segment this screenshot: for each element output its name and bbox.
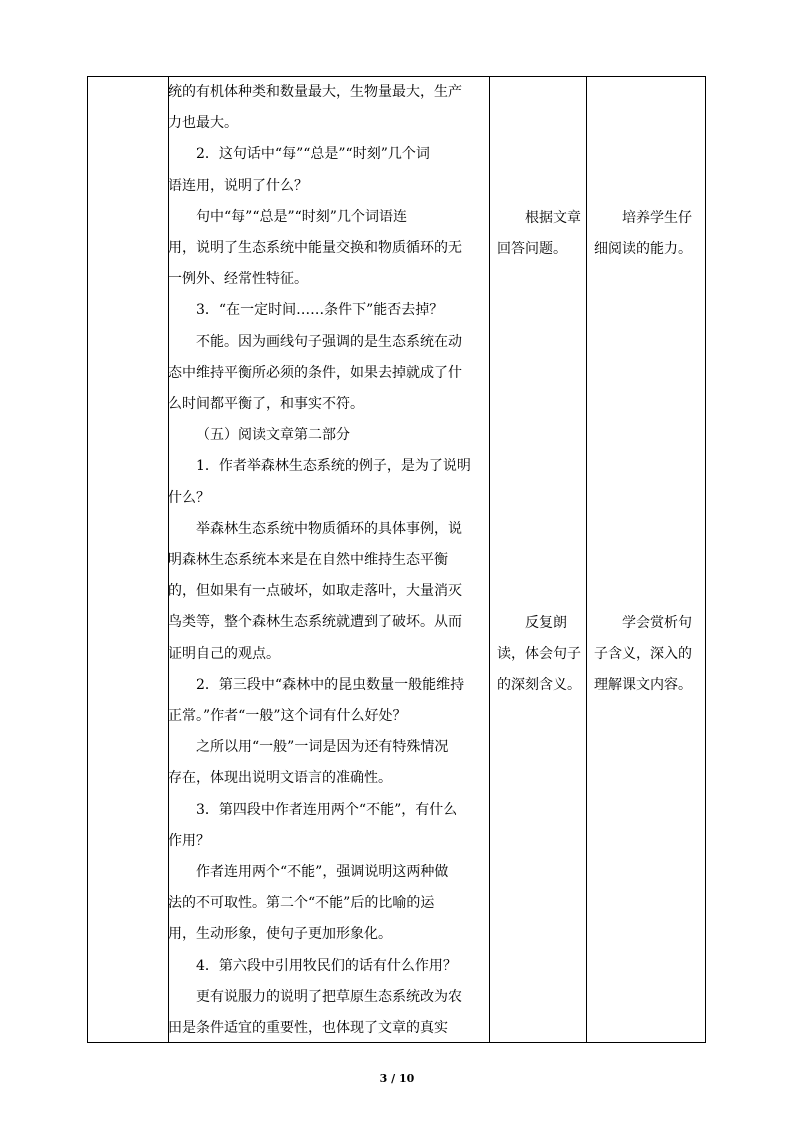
content-line: 句中“每”“总是”“时刻”几个词语连 — [196, 208, 407, 225]
content-line: 用，生动形象，使句子更加形象化。 — [168, 926, 392, 943]
content-line: 举森林生态系统中物质循环的具体事例，说 — [196, 520, 462, 537]
activity-line: 回答问题。 — [497, 241, 567, 257]
design-intent-2 — [594, 608, 704, 701]
content-line: 明森林生态系统本来是在自然中维持生态平衡 — [168, 552, 448, 569]
intent-line: 培养学生仔 — [622, 210, 692, 226]
content-line: 作用？ — [168, 832, 210, 849]
content-line: 力也最大。 — [168, 115, 238, 132]
intent-line: 细阅读的能力。 — [594, 241, 692, 257]
content-line: 法的不可取性。第二个“不能”后的比喻的运 — [168, 895, 435, 912]
content-line: 作者连用两个“不能”，强调说明这两种做 — [196, 864, 449, 881]
column-divider — [489, 77, 490, 1042]
content-line: 证明自己的观点。 — [168, 645, 280, 662]
content-line: 不能。因为画线句子强调的是生态系统在动 — [196, 333, 462, 350]
content-line: 态中维持平衡所必须的条件，如果去掉就成了什 — [168, 364, 462, 381]
intent-line: 学会赏析句 — [622, 615, 692, 631]
content-line: 3．“在一定时间……条件下”能否去掉？ — [196, 302, 444, 319]
content-cell — [168, 77, 482, 1044]
content-line: 么时间都平衡了，和事实不符。 — [168, 396, 364, 413]
content-line: 的，但如果有一点破坏，如取走落叶，大量消灭 — [168, 583, 462, 600]
content-line: （五）阅读文章第二部分 — [196, 427, 350, 444]
intent-line: 子含义，深入的 — [594, 646, 692, 662]
content-line: 1．作者举森林生态系统的例子，是为了说明 — [196, 458, 471, 475]
activity-line: 反复朗 — [525, 615, 567, 631]
activity-line: 读，体会句子 — [497, 646, 581, 662]
content-line: 正常。”作者“一般”这个词有什么好处？ — [168, 708, 407, 725]
activity-line: 根据文章 — [525, 210, 581, 226]
activity-line: 的深刻含义。 — [497, 677, 581, 693]
content-line: 存在，体现出说明文语言的准确性。 — [168, 770, 392, 787]
page-number: 3 / 10 — [379, 1072, 415, 1085]
column-divider — [586, 77, 587, 1042]
intent-line: 理解课文内容。 — [594, 677, 692, 693]
student-activity-1 — [497, 203, 585, 265]
content-line: 更有说服力的说明了把草原生态系统改为农 — [196, 988, 462, 1005]
content-line: 语连用，说明了什么？ — [168, 177, 308, 194]
content-line: 一例外、经常性特征。 — [168, 271, 308, 288]
design-intent-1 — [594, 203, 704, 265]
content-line: 什么？ — [168, 489, 210, 506]
lesson-table — [87, 76, 706, 1043]
content-line: 之所以用“一般”一词是因为还有特殊情况 — [196, 739, 449, 756]
content-line: 3．第四段中作者连用两个“不能”，有什么 — [196, 801, 458, 818]
content-line: 2．第三段中“森林中的昆虫数量一般能维持 — [196, 676, 465, 693]
content-line: 用，说明了生态系统中能量交换和物质循环的无 — [168, 240, 462, 257]
content-line: 田是条件适宜的重要性，也体现了文章的真实 — [168, 1020, 448, 1037]
content-line: 4．第六段中引用牧民们的话有什么作用？ — [196, 957, 457, 974]
content-line: 鸟类等，整个森林生态系统就遭到了破坏。从而 — [168, 614, 462, 631]
content-line: 统的有机体种类和数量最大，生物量最大，生产 — [168, 84, 462, 100]
student-activity-2 — [497, 608, 585, 701]
content-line: 2．这句话中“每”“总是”“时刻”几个词 — [196, 146, 430, 163]
